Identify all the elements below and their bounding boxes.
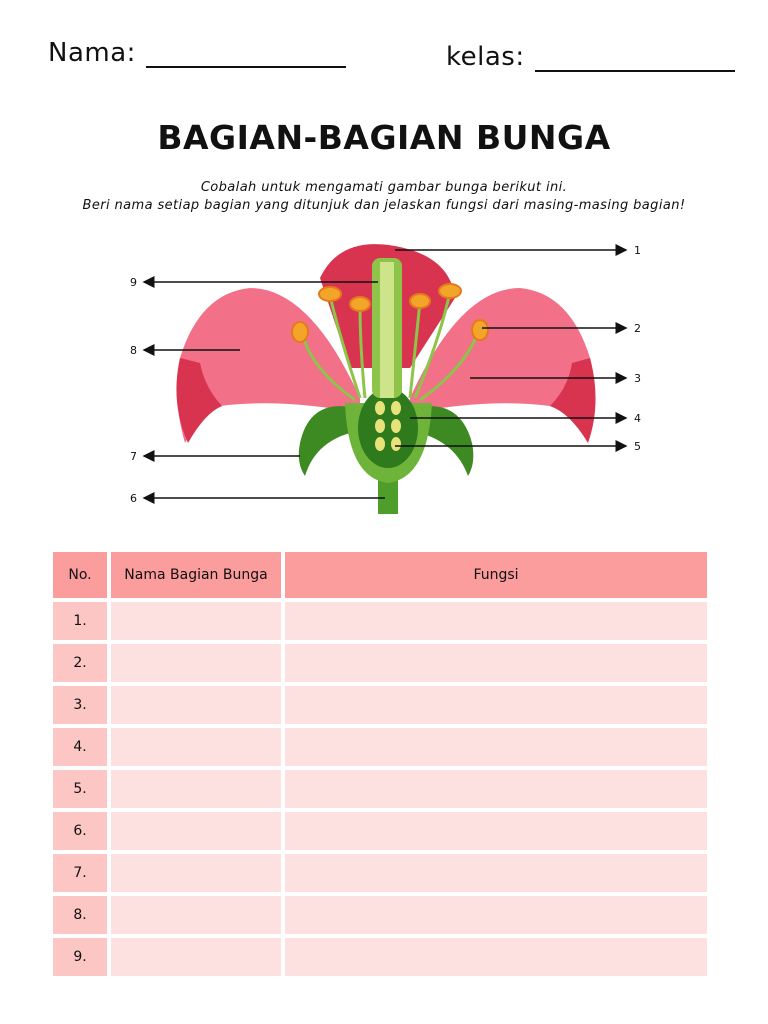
table-row xyxy=(53,602,707,640)
table-row xyxy=(53,854,707,892)
instruction-line-2: Beri nama setiap bagian yang ditunjuk dan jelaskan fungsi dari masing-masing bagian! xyxy=(82,198,686,213)
anther-2 xyxy=(350,297,370,311)
ovule-5 xyxy=(375,437,385,451)
ovule-1 xyxy=(375,401,385,415)
header-fungsi: Fungsi xyxy=(285,552,707,598)
table-row xyxy=(53,686,707,724)
ovary xyxy=(358,388,418,468)
label-9: 9 xyxy=(130,276,137,289)
label-4: 4 xyxy=(634,412,641,425)
table-row xyxy=(53,938,707,976)
row-number: 1. xyxy=(53,602,107,640)
row-number: 5. xyxy=(53,770,107,808)
table-row xyxy=(53,728,707,766)
fungsi-cell[interactable] xyxy=(285,644,707,682)
page-title: BAGIAN-BAGIAN BUNGA xyxy=(157,118,611,157)
instruction-line-1: Cobalah untuk mengamati gambar bunga berikut ini. xyxy=(200,180,568,195)
anther-5 xyxy=(292,322,308,342)
row-number: 3. xyxy=(53,686,107,724)
answer-table xyxy=(49,548,711,980)
nama-cell[interactable] xyxy=(111,938,281,976)
ovule-2 xyxy=(391,401,401,415)
header-no: No. xyxy=(53,552,107,598)
label-6: 6 xyxy=(130,492,137,505)
fungsi-cell[interactable] xyxy=(285,812,707,850)
label-1: 1 xyxy=(634,244,641,257)
kelas-field[interactable] xyxy=(446,42,735,72)
table-row xyxy=(53,812,707,850)
row-number: 4. xyxy=(53,728,107,766)
label-8: 8 xyxy=(130,344,137,357)
header-nama-bagian: Nama Bagian Bunga xyxy=(111,552,281,598)
table-header-row xyxy=(53,552,707,598)
nama-cell[interactable] xyxy=(111,812,281,850)
nama-cell[interactable] xyxy=(111,602,281,640)
row-number: 2. xyxy=(53,644,107,682)
table-row xyxy=(53,896,707,934)
nama-cell[interactable] xyxy=(111,644,281,682)
fungsi-cell[interactable] xyxy=(285,728,707,766)
style-inner xyxy=(380,262,394,398)
nama-cell[interactable] xyxy=(111,728,281,766)
flower-diagram xyxy=(110,228,650,520)
nama-cell[interactable] xyxy=(111,686,281,724)
row-number: 8. xyxy=(53,896,107,934)
fungsi-cell[interactable] xyxy=(285,602,707,640)
anther-1 xyxy=(319,287,341,301)
fungsi-cell[interactable] xyxy=(285,770,707,808)
nama-cell[interactable] xyxy=(111,770,281,808)
label-5: 5 xyxy=(634,440,641,453)
ovule-6 xyxy=(391,437,401,451)
anther-6 xyxy=(472,320,488,340)
table-row xyxy=(53,770,707,808)
table-row xyxy=(53,644,707,682)
student-info-row xyxy=(0,38,768,78)
anther-3 xyxy=(410,294,430,308)
row-number: 9. xyxy=(53,938,107,976)
fungsi-cell[interactable] xyxy=(285,938,707,976)
label-7: 7 xyxy=(130,450,137,463)
nama-field[interactable] xyxy=(48,38,346,68)
nama-label: Nama: xyxy=(48,38,136,68)
ovule-4 xyxy=(391,419,401,433)
nama-input-line[interactable] xyxy=(146,44,346,68)
kelas-input-line[interactable] xyxy=(535,48,735,72)
fungsi-cell[interactable] xyxy=(285,686,707,724)
nama-cell[interactable] xyxy=(111,896,281,934)
row-number: 7. xyxy=(53,854,107,892)
ovule-3 xyxy=(375,419,385,433)
fungsi-cell[interactable] xyxy=(285,854,707,892)
kelas-label: kelas: xyxy=(446,42,525,72)
label-3: 3 xyxy=(634,372,641,385)
label-2: 2 xyxy=(634,322,641,335)
nama-cell[interactable] xyxy=(111,854,281,892)
fungsi-cell[interactable] xyxy=(285,896,707,934)
row-number: 6. xyxy=(53,812,107,850)
anther-4 xyxy=(439,284,461,298)
